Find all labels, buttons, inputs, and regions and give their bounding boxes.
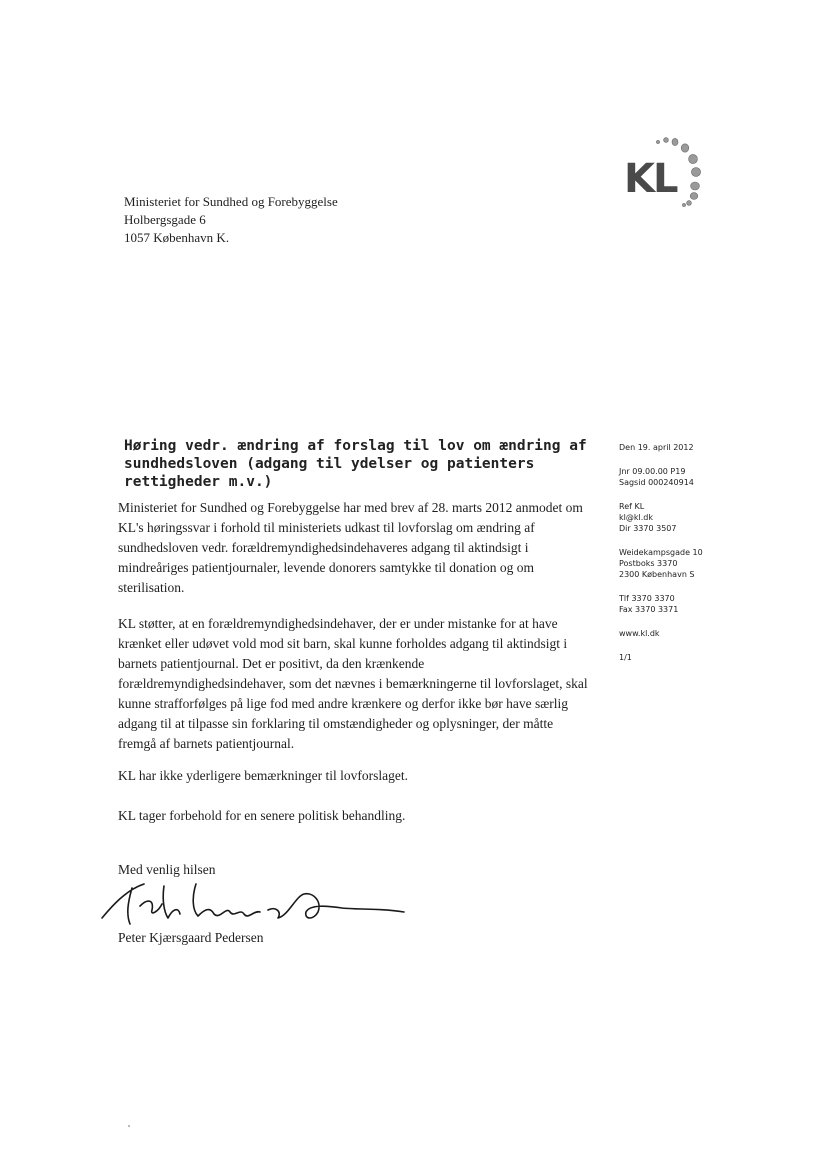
reference: Ref KL [619,502,645,511]
telephone: Tlf 3370 3370 [619,594,675,603]
recipient-address [124,193,338,247]
handwritten-signature [92,876,412,934]
signer-name: Peter Kjærsgaard Pedersen [118,930,264,945]
letter-body [118,498,590,823]
letter-subject: Høring vedr. ændring af forslag til lov om ændring af sundhedsloven (adgang til ydelser og patienters rettigheder m.v.) [124,438,587,490]
po-box: Postboks 3370 [619,559,678,568]
contact-email: kl@kl.dk [619,513,653,522]
journal-number: Jnr 09.00.00 P19 [619,467,686,476]
body-paragraph-1: Ministeriet for Sundhed og Forebyggelse har med brev af 28. marts 2012 anmodet om KL's høringssvar i forhold til ministeriets udkast til lovforslag om ændring af sundhedsloven vedr. forældremyndighedsindehaveres adgang til aktindsigt i mindreåriges patientjournaler, levende donorers samtykke til donation og om sterilisation. [118,500,583,595]
body-paragraph-2: KL støtter, at en forældremyndighedsindehaver, der er under mistanke for at have krænket eller udøvet vold mod sit barn, skal kunne forholdes adgang til aktindsigt i barnets patientjournal. Det er positivt, da den krænkende forældremyndighedsindehaver, som det nævnes i bemærkningerne til lovforslaget, skal kunne strafforfølges på lige fod med andre krænkere og derfor ikke bør have særlig adgang til at tilpasse sin forklaring til omstændigheder og oplysninger, der måtte fremgå af barnets patientjournal. [118,616,588,751]
letter-metadata-sidebar [619,442,729,663]
kl-logo [622,130,712,212]
case-id: Sagsid 000240914 [619,478,694,487]
street-address: Weidekampsgade 10 [619,548,703,557]
fax: Fax 3370 3371 [619,605,679,614]
body-paragraph-4: KL tager forbehold for en senere politisk behandling. [118,808,406,823]
recipient-line-3: 1057 København K. [124,230,230,245]
closing-greeting: Med venlig hilsen [118,862,216,877]
letter-date: Den 19. april 2012 [619,443,694,452]
recipient-line-1: Ministeriet for Sundhed og Forebyggelse [124,194,338,209]
kl-logo-text: KL [624,156,677,202]
direct-phone: Dir 3370 3507 [619,524,677,533]
body-paragraph-3: KL har ikke yderligere bemærkninger til lovforslaget. [118,768,409,783]
postal-city: 2300 København S [619,570,695,579]
scan-speck [128,1125,130,1127]
page-number: 1/1 [619,653,632,662]
recipient-line-2: Holbergsgade 6 [124,212,206,227]
website: www.kl.dk [619,629,660,638]
